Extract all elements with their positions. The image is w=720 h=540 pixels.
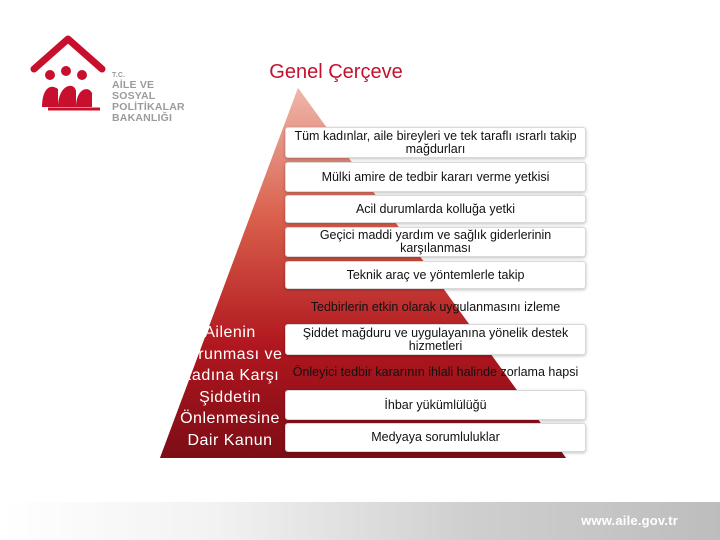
logo-line: T.C. (112, 72, 126, 79)
law-title-line: Önlenmesine (180, 410, 280, 427)
framework-item: Tedbirlerin etkin olarak uygulanmasını izleme (310, 299, 561, 314)
framework-item: Geçici maddi yardım ve sağlık giderlerinin karşılanması (285, 227, 586, 257)
framework-item: Medyaya sorumluluklar (285, 423, 586, 452)
law-title (166, 322, 294, 451)
framework-item: İhbar yükümlülüğü (285, 390, 586, 420)
law-title-line: Kadına Karşı (180, 367, 280, 384)
logo-line: SOSYAL POLİTİKALAR (112, 90, 185, 113)
framework-item: Önleyici tedbir kararının ihlali halinde zorlama hapsi (292, 364, 579, 379)
framework-item: Acil durumlarda kolluğa yetki (285, 195, 586, 223)
framework-item: Tüm kadınlar, aile bireyleri ve tek taraflı ısrarlı takip mağdurları (285, 127, 586, 158)
logo-line: AİLE VE (112, 79, 155, 91)
framework-item: Teknik araç ve yöntemlerle takip (285, 261, 586, 289)
law-title-line: Şiddetin (199, 388, 261, 406)
logo-line: BAKANLIĞI (112, 112, 173, 124)
framework-item: Mülki amire de tedbir kararı verme yetkisi (285, 162, 586, 192)
framework-item: Şiddet mağduru ve uygulayanına yönelik destek hizmetleri (285, 324, 586, 355)
law-title-line: Ailenin (204, 324, 256, 341)
law-title-line: Korunması ve (177, 345, 283, 363)
footer-url: www.aile.gov.tr (581, 513, 678, 528)
slide-title: Genel Çerçeve (269, 61, 403, 83)
law-title-line: Dair Kanun (187, 431, 273, 449)
